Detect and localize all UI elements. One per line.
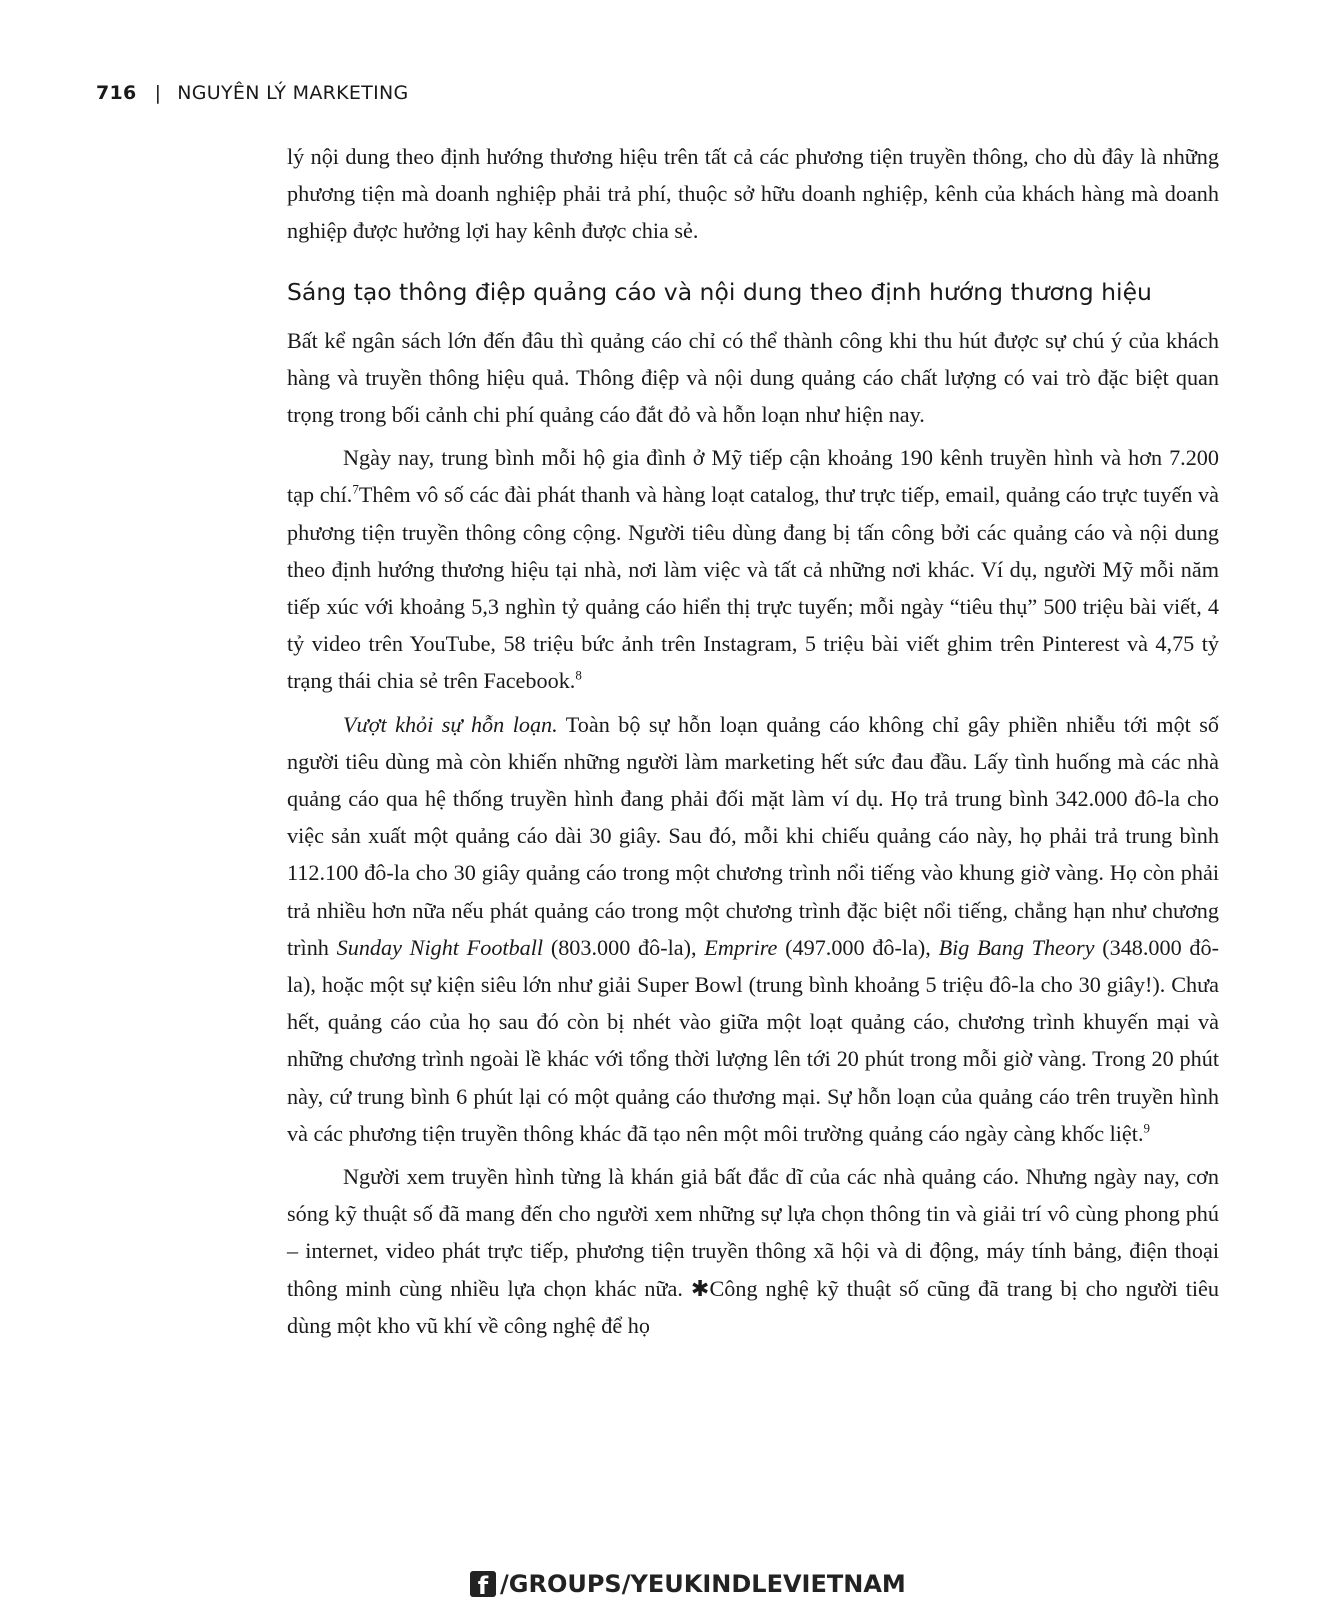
- paragraph-clutter: [287, 706, 1219, 1152]
- text-run: (497.000 đô-la),: [777, 934, 939, 960]
- text-run: (348.000 đô-la), hoặc một sự kiện siêu lớn như giải Super Bowl (trung bình khoảng 5 triệu đô-la cho 30 giây!). Chưa hết, quảng cáo của họ sau đó còn bị nhét vào giữa một loạt quảng cáo, chương trình khuyến mại và những chương trình ngoài lề khác với tổng thời lượng lên tới 20 phút trong mỗi giờ vàng. Trong 20 phút này, cứ trung bình 6 phút lại có một quảng cáo thương mại. Sự hỗn loạn của quảng cáo trên truyền hình và các phương tiện truyền thông khác đã tạo nên một môi trường quảng cáo ngày càng khốc liệt.: [287, 934, 1219, 1146]
- footnote-8: 8: [575, 668, 582, 684]
- paragraph-intro: Bất kể ngân sách lớn đến đâu thì quảng cáo chỉ có thể thành công khi thu hút được sự chú ý của khách hàng và truyền thông hiệu quả. Thông điệp và nội dung quảng cáo chất lượng có vai trò đặc biệt quan trọng trong bối cảnh chi phí quảng cáo đắt đỏ và hỗn loạn như hiện nay.: [287, 327, 1219, 428]
- footnote-9: 9: [1143, 1120, 1150, 1136]
- book-title: NGUYÊN LÝ MARKETING: [177, 82, 409, 104]
- text-run: Thêm vô số các đài phát thanh và hàng loạt catalog, thư trực tiếp, email, quảng cáo trực tuyến và phương tiện truyền thông công cộng. Người tiêu dùng đang bị tấn công bởi các quảng cáo và nội dung theo định hướng thương hiệu tại nhà, nơi làm việc và tất cả những nơi khác. Ví dụ, người Mỹ mỗi năm tiếp xúc với khoảng 5,3 nghìn tỷ quảng cáo hiển thị trực tuyến; mỗi ngày “tiêu thụ” 500 triệu bài viết, 4 tỷ video trên YouTube, 58 triệu bức ảnh trên Instagram, 5 triệu bài viết ghim trên Pinterest và 4,75 tỷ trạng thái chia sẻ trên Facebook.: [287, 482, 1219, 694]
- text-run: (803.000 đô-la),: [543, 934, 705, 960]
- header-separator: |: [154, 82, 162, 104]
- footer-group-url: /GROUPS/YEUKINDLEVIETNAM: [500, 1570, 906, 1598]
- section-heading: Sáng tạo thông điệp quảng cáo và nội dung theo định hướng thương hiệu: [287, 277, 1152, 306]
- page-body: [287, 138, 1219, 1344]
- page-header: [96, 82, 409, 104]
- footer-watermark: [470, 1570, 906, 1598]
- paragraph-continued: lý nội dung theo định hướng thương hiệu trên tất cả các phương tiện truyền thông, cho dù đây là những phương tiện mà doanh nghiệp phải trả phí, thuộc sở hữu doanh nghiệp, kênh của khách hàng mà doanh nghiệp được hưởng lợi hay kênh được chia sẻ.: [287, 144, 1219, 244]
- page-number: 716: [96, 82, 137, 104]
- italic-lead: Vượt khỏi sự hỗn loạn.: [343, 711, 558, 737]
- text-run: Công nghệ kỹ thuật số cũng đã trang bị cho người tiêu dùng một kho vũ khí về công nghệ để họ: [287, 1275, 1219, 1338]
- paragraph-digital: [287, 1158, 1219, 1344]
- paragraph-media-exposure: [287, 439, 1219, 699]
- show-title: Big Bang Theory: [938, 934, 1095, 960]
- show-title: Emprire: [704, 934, 778, 960]
- show-title: Sunday Night Football: [336, 934, 544, 960]
- text-run: Ngày nay, trung bình mỗi hộ gia đình ở Mỹ tiếp cận khoảng 190 kênh truyền hình và hơn 7.200 tạp chí.: [287, 445, 1219, 508]
- asterisk-mark: ✱: [690, 1275, 710, 1301]
- text-run: Người xem truyền hình từng là khán giả bất đắc dĩ của các nhà quảng cáo. Nhưng ngày nay, cơn sóng kỹ thuật số đã mang đến cho người xem những sự lựa chọn thông tin và giải trí vô cùng phong phú – internet, video phát trực tiếp, phương tiện truyền thông xã hội và di động, máy tính bảng, điện thoại thông minh cùng nhiều lựa chọn khác nữa.: [287, 1164, 1219, 1301]
- footnote-7: 7: [352, 482, 359, 498]
- text-run: Toàn bộ sự hỗn loạn quảng cáo không chỉ gây phiền nhiễu tới một số người tiêu dùng mà còn khiến những người làm marketing hết sức đau đầu. Lấy tình huống mà các nhà quảng cáo qua hệ thống truyền hình đang phải đối mặt làm ví dụ. Họ trả trung bình 342.000 đô-la cho việc sản xuất một quảng cáo dài 30 giây. Sau đó, mỗi khi chiếu quảng cáo này, họ phải trả trung bình 112.100 đô-la cho 30 giây quảng cáo trong một chương trình nổi tiếng vào khung giờ vàng. Họ còn phải trả nhiều hơn nữa nếu phát quảng cáo trong một chương trình đặc biệt nổi tiếng, chẳng hạn như chương trình: [287, 711, 1220, 960]
- facebook-icon: f: [470, 1571, 496, 1597]
